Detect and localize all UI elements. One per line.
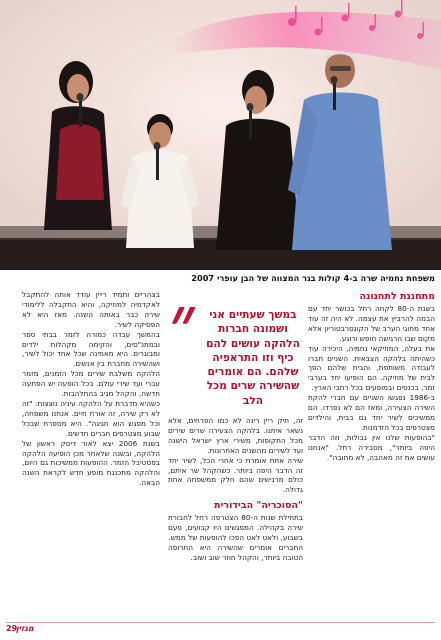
paragraph: בשנת ה-80 לקחה רחל בכושר יחד עם הבמה להרביץ את עצמה. לא היה זה עוד אחד מחוגי הערב של הקונסרבטוריון אלא מקום שבו הרגישה חופש ורוגע. bbox=[308, 304, 435, 343]
magazine-brand: מגזין bbox=[16, 624, 34, 633]
paragraph: בשנת 2006 יצא לאור דיסק ראשון של הלהקה, ובשנה שלאחר מכן הופיעה הלהקה בפסטיבל הזמר. ההופעות ממשיכות גם היום, והלהקה מתכננת מופע חדש לקראת השנה הבאה. bbox=[22, 438, 160, 488]
paragraph: הלהקה משלבת שירים מכל הזמנים, מזמר עברי ועד שירי עולם. בכל הופעה יש הפתעה חדשה, והקהל מגיב בהתלהבות. bbox=[22, 369, 160, 399]
paragraph: החברים אומרים שהשירה היא התרופה הטובה ביותר, והקהל חוזר שוב ושוב. bbox=[168, 542, 303, 562]
quote-mark-icon: ״ bbox=[170, 279, 198, 364]
article-column-right bbox=[308, 290, 435, 463]
paragraph: זה, תיק ריין רינה לא כמו הפרחים, אלא נשאר איתנו. בלהקה הצעירה שרים שירים מכל התקופות, משירי ארץ ישראל הישנה ועד לשירים מהשנים האחרונות. bbox=[168, 416, 303, 455]
photo-caption: משפחת נחמיה שרה ב-4 קולות בגר המצווה של הבן עופרי 2007 bbox=[191, 273, 435, 283]
paragraph: שירה אחת אומרת כי אחרי הכל, לשיר יחד זה הדבר היפה ביותר. כשהקהל שר איתם, כולם מרגישים שהם חלק ממשפחה אחת גדולה. bbox=[168, 455, 303, 495]
article-column-middle bbox=[168, 279, 303, 563]
section-heading: מתחננת לתחנונה bbox=[359, 291, 435, 302]
paragraph: בהמשך עבדה כמורה לזמר בבתי ספר ובמתנ"סים, והקימה מקהלות ילדים ומבוגרים. היא מאמינה שכל אחד יכול לשיר, ושהשירה מחברת בין אנשים. bbox=[22, 329, 160, 369]
paragraph: ב-1986 נפגשו השניים עם חברי להקת השירה הצעירה, ומאז הם לא נפרדו. הם ממשיכים לשיר יחד גם בבית, והילדים מצטרפים בכל הזדמנות. bbox=[308, 393, 435, 432]
paragraph: "בהופעות שלנו אין גבולות, וזה הדבר היפה ביותר", מסבירה רחל. "אנחנו עושים את זה מאהבה, לא מחובה". bbox=[308, 432, 435, 462]
pull-quote-text: במשך שעתיים אני ושמונה חברות הלהקה עושים להם כיף וזו התראפיה שלהם. הם אומרים שהשירה שרים מכל הלב bbox=[206, 309, 300, 407]
footer-divider bbox=[6, 622, 435, 623]
article-column-left bbox=[22, 290, 160, 488]
family-photo-illustration bbox=[0, 0, 441, 270]
paragraph: בתחילת שנות ה-80 הצטרפה רחל לחבורת שירה בקהילה. המפגשים היו קבועים, פעם בשבוע, ולאט לאט הפכו להופעות של ממש. bbox=[168, 513, 303, 543]
pull-quote bbox=[168, 279, 303, 416]
paragraph: בצהריים ותמיד רייין עודד אותה להתקבל לאקדמיה למוזיקה, והיא התקבלה ללימודי שירה כבר באותה השנה. מאז היא לא הפסיקה לשיר. bbox=[22, 290, 160, 329]
family-photo bbox=[0, 0, 441, 270]
section-heading: "הסוכריה" הבידורית bbox=[214, 500, 303, 512]
page-number: 29 bbox=[6, 624, 18, 633]
paragraph: כשהיא מדברת על הלהקה עיניה נוצצות: "זה לא רק שירה, זה אורח חיים. אנחנו משפחה, וכל מפגש הוא חגיגה". היא מספרת שבכל שבוע מצטרפים חברים חדשים. bbox=[22, 398, 160, 438]
paragraph: את בעלה, המוזיקאי נחמיה, היכירה עוד כשהיתה בלהקה הצבאית. השניים חברו לעבודה משותפת, והבית שלהם הפך לבית של מוזיקה. הם הופיעו יחד בערבי זמר, בכנסים ובמופעים בכל רחבי הארץ. bbox=[308, 343, 435, 393]
